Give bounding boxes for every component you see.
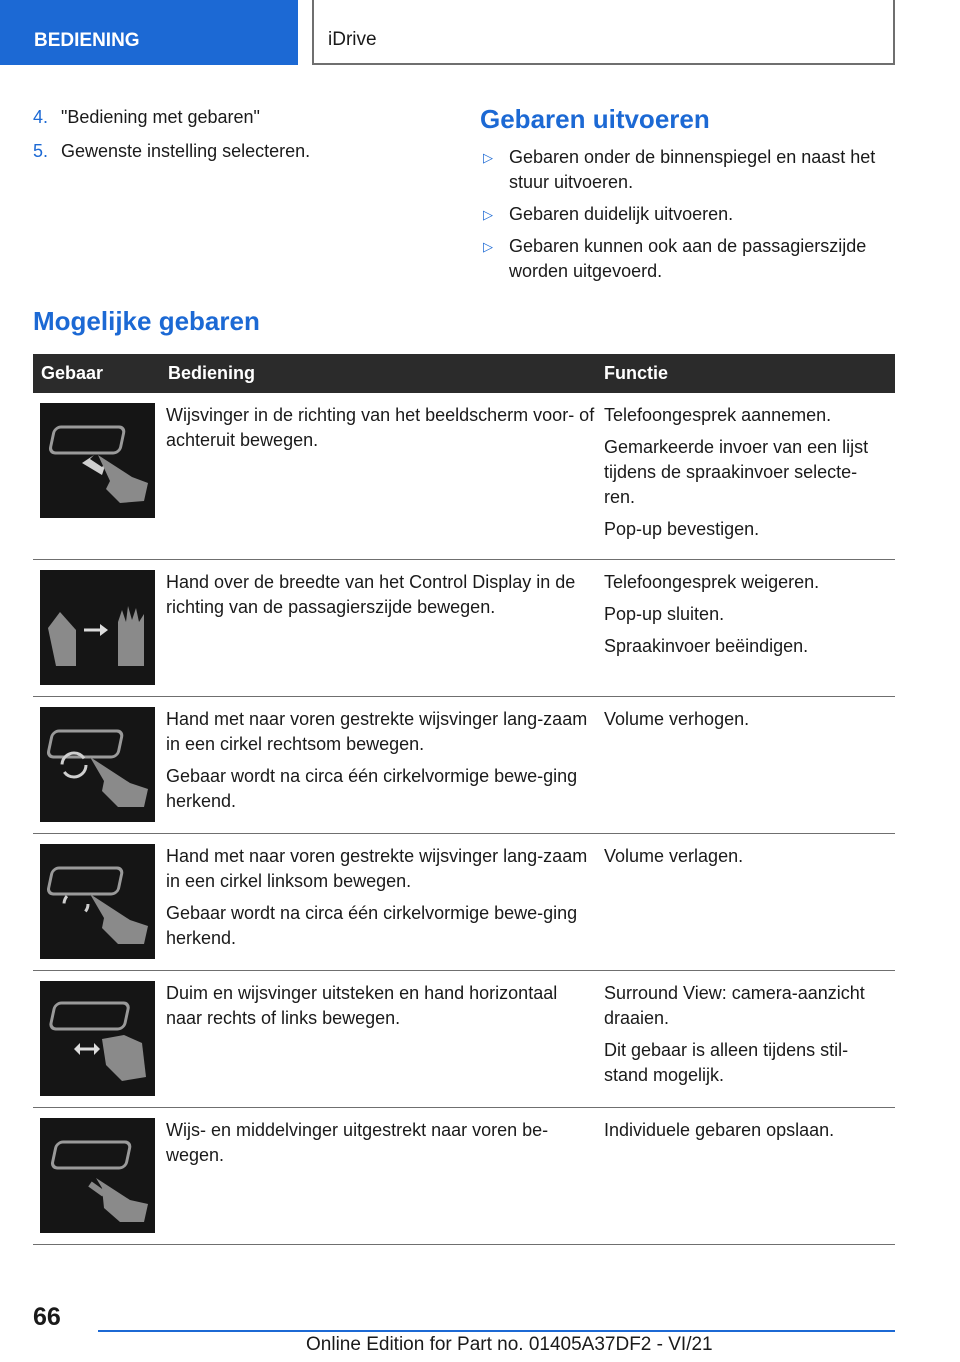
list-item	[33, 140, 433, 162]
list-item	[480, 145, 900, 195]
gesture-cell	[33, 560, 166, 697]
table-row	[33, 697, 895, 834]
function-cell	[604, 971, 895, 1108]
function-text: Telefoongesprek aannemen.	[604, 405, 832, 425]
function-text: Volume verhogen.	[604, 709, 750, 729]
operation-text: Hand over de breedte van het Control Display in de richting van de passagierszijde bewegen.	[166, 572, 576, 617]
table-row	[33, 393, 895, 560]
operation-text: Hand met naar voren gestrekte wijsvinger lang-zaam in een cirkel rechtsom bewegen.	[166, 709, 588, 754]
operation-cell	[166, 560, 604, 697]
gestures-table	[33, 354, 895, 1245]
list-item	[480, 202, 900, 227]
triangle-right-icon: ▷	[483, 150, 493, 165]
table-row	[33, 1108, 895, 1245]
triangle-right-icon: ▷	[483, 239, 493, 254]
steps-list	[33, 106, 433, 174]
operation-cell	[166, 697, 604, 834]
function-text: Surround View: camera-aanzicht draaien.	[604, 983, 865, 1028]
operation-text: Wijsvinger in de richting van het beeldscherm voor- of achteruit bewegen.	[166, 405, 595, 450]
hand-swipe-icon	[40, 570, 155, 685]
operation-text: Hand met naar voren gestrekte wijsvinger lang-zaam in een cirkel linksom bewegen.	[166, 846, 588, 891]
operation-cell	[166, 834, 604, 971]
circle-counterclockwise-icon	[40, 844, 155, 959]
gesture-cell	[33, 1108, 166, 1245]
function-cell	[604, 393, 895, 560]
section-tab[interactable]: BEDIENING	[0, 0, 298, 65]
footer-divider	[98, 1330, 895, 1332]
triangle-right-icon: ▷	[483, 207, 493, 222]
bullet-text: Gebaren duidelijk uitvoeren.	[509, 204, 734, 224]
table-row	[33, 834, 895, 971]
column-header: Functie	[604, 354, 895, 393]
list-item	[480, 234, 900, 284]
function-cell	[604, 697, 895, 834]
step-text: Gewenste instelling selecteren.	[61, 141, 311, 161]
function-text: Pop-up bevestigen.	[604, 519, 760, 539]
function-cell	[604, 1108, 895, 1245]
edition-text: Online Edition for Part no. 01405A37DF2 - VI/21	[306, 1334, 713, 1355]
section-heading: Gebaren uitvoeren	[480, 104, 710, 134]
gesture-cell	[33, 393, 166, 560]
list-item	[33, 106, 433, 128]
function-text: Pop-up sluiten.	[604, 604, 725, 624]
operation-text: Wijs- en middelvinger uitgestrekt naar voren be-wegen.	[166, 1120, 549, 1165]
gesture-cell	[33, 697, 166, 834]
operation-cell	[166, 393, 604, 560]
step-number: 5.	[33, 141, 49, 161]
operation-cell	[166, 971, 604, 1108]
section-heading: Mogelijke gebaren	[33, 306, 260, 336]
function-text: Dit gebaar is alleen tijdens stil-stand mogelijk.	[604, 1040, 849, 1085]
bullet-text: Gebaren onder de binnenspiegel en naast het stuur uitvoeren.	[509, 147, 876, 192]
table-row	[33, 560, 895, 697]
table-header-row	[33, 354, 895, 393]
page-number: 66	[33, 1303, 61, 1331]
function-cell	[604, 560, 895, 697]
two-fingers-forward-icon	[40, 1118, 155, 1233]
finger-forward-backward-icon	[40, 403, 155, 518]
thumb-finger-horizontal-icon	[40, 981, 155, 1096]
function-text: Volume verlagen.	[604, 846, 744, 866]
circle-clockwise-icon	[40, 707, 155, 822]
step-text: "Bediening met gebaren"	[61, 107, 260, 127]
table-row	[33, 971, 895, 1108]
function-text: Individuele gebaren opslaan.	[604, 1120, 835, 1140]
function-text: Telefoongesprek weigeren.	[604, 572, 820, 592]
column-header: Gebaar	[33, 354, 166, 393]
function-cell	[604, 834, 895, 971]
perform-gestures-section	[480, 104, 900, 291]
operation-cell	[166, 1108, 604, 1245]
operation-text: Gebaar wordt na circa één cirkelvormige bewe-ging herkend.	[166, 766, 578, 811]
operation-text: Gebaar wordt na circa één cirkelvormige bewe-ging herkend.	[166, 903, 578, 948]
operation-text: Duim en wijsvinger uitsteken en hand horizontaal naar rechts of links bewegen.	[166, 983, 558, 1028]
column-header: Bediening	[166, 354, 604, 393]
step-number: 4.	[33, 107, 49, 127]
chapter-title: iDrive	[312, 0, 895, 65]
bullet-text: Gebaren kunnen ook aan de passagierszijde worden uitgevoerd.	[509, 236, 867, 281]
function-text: Spraakinvoer beëindigen.	[604, 636, 809, 656]
function-text: Gemarkeerde invoer van een lijst tijdens de spraakinvoer selecte-ren.	[604, 437, 869, 507]
gesture-cell	[33, 834, 166, 971]
gesture-cell	[33, 971, 166, 1108]
